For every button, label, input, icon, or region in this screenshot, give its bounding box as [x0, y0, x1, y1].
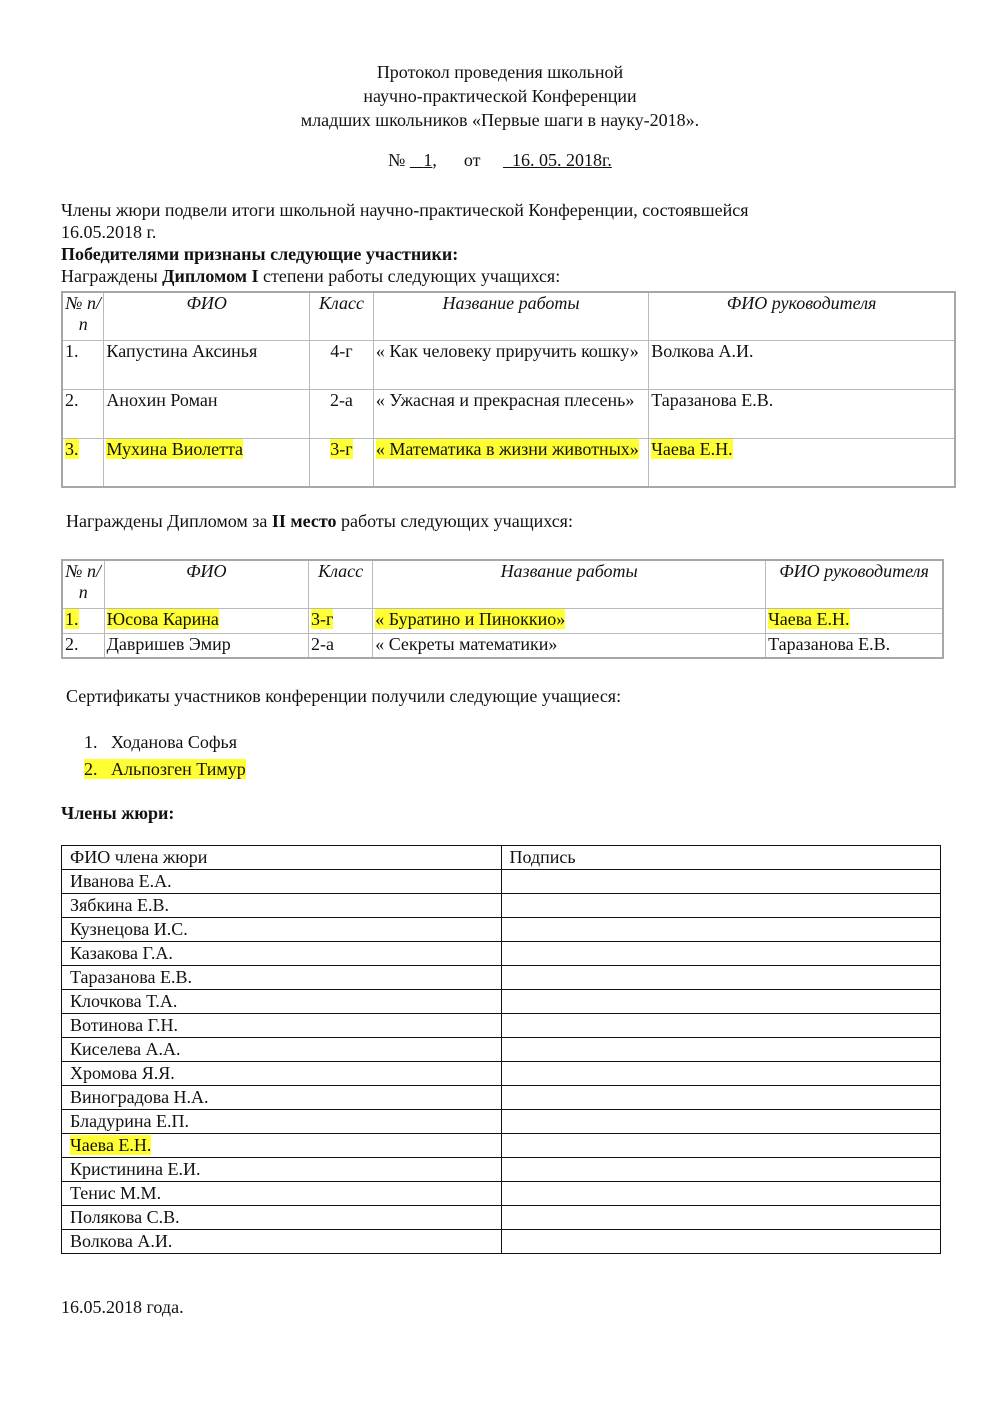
jury-member-name: Иванова Е.А.	[62, 870, 502, 894]
table-row	[62, 966, 941, 990]
intro-paragraph	[61, 199, 941, 287]
row-work: « Ужасная и прекрасная плесень»	[373, 389, 648, 438]
jury-member-name: Таразанова Е.В.	[62, 966, 502, 990]
jury-signature-cell	[501, 1182, 940, 1206]
jury-signature-cell	[501, 1206, 940, 1230]
title-line-2: научно-практической Конференции	[363, 86, 637, 106]
footer-date: 16.05.2018 года.	[61, 1297, 184, 1317]
jury-header-row	[62, 846, 941, 870]
table-row	[62, 1086, 941, 1110]
row-fio: Анохин Роман	[104, 389, 310, 438]
row-class: 3-г	[309, 608, 373, 633]
row-fio: Мухина Виолетта	[104, 438, 310, 487]
jury-member-name: Кузнецова И.С.	[62, 918, 502, 942]
row-num: 2.	[62, 633, 104, 658]
table-row	[62, 608, 943, 633]
protocol-date: 16. 05. 2018г.	[511, 150, 612, 170]
table-row	[62, 894, 941, 918]
table-row	[62, 1134, 941, 1158]
header-num: № п/п	[62, 560, 104, 608]
number-sign: №	[388, 150, 406, 170]
jury-signature-cell	[501, 1134, 940, 1158]
header-class: Класс	[309, 560, 373, 608]
row-class: 2-а	[309, 389, 373, 438]
jury-signature-cell	[501, 870, 940, 894]
jury-signature-cell	[501, 1038, 940, 1062]
table-row	[62, 1182, 941, 1206]
table-row	[62, 389, 955, 438]
table-row	[62, 1110, 941, 1134]
jury-signature-cell	[501, 894, 940, 918]
row-leader: Таразанова Е.В.	[649, 389, 955, 438]
title-line-3: младших школьников «Первые шаги в науку-2018».	[300, 110, 700, 130]
row-leader: Чаева Е.Н.	[766, 608, 943, 633]
row-fio: Капустина Аксинья	[104, 340, 310, 389]
row-leader: Таразанова Е.В.	[766, 633, 943, 658]
row-num: 3.	[62, 438, 104, 487]
jury-signature-cell	[501, 966, 940, 990]
table-row	[62, 918, 941, 942]
row-fio: Юсова Карина	[104, 608, 308, 633]
row-class: 3-г	[309, 438, 373, 487]
row-work: « Секреты математики»	[373, 633, 766, 658]
table-row	[62, 1062, 941, 1086]
jury-signature-cell	[501, 1014, 940, 1038]
winners-heading: Победителями признаны следующие участники:	[61, 244, 459, 264]
diploma2-header-row	[62, 560, 943, 608]
jury-member-name: Кристинина Е.И.	[62, 1158, 502, 1182]
row-leader: Чаева Е.Н.	[649, 438, 955, 487]
row-num: 1.	[62, 340, 104, 389]
jury-member-name: Зябкина Е.В.	[62, 894, 502, 918]
table-row	[62, 870, 941, 894]
jury-signature-cell	[501, 1110, 940, 1134]
table-row	[62, 1014, 941, 1038]
jury-member-name: Хромова Я.Я.	[62, 1062, 502, 1086]
protocol-number-line: № 1, от 16. 05. 2018г.	[388, 150, 612, 170]
protocol-number: 1	[423, 150, 433, 170]
jury-signature-cell	[501, 1062, 940, 1086]
jury-member-name: Вотинова Г.Н.	[62, 1014, 502, 1038]
jury-member-name: Волкова А.И.	[62, 1230, 502, 1254]
header-fio: ФИО	[104, 292, 310, 340]
jury-member-name: Бладурина Е.П.	[62, 1110, 502, 1134]
jury-member-name: Казакова Г.А.	[62, 942, 502, 966]
table-row	[62, 1206, 941, 1230]
table-row	[62, 990, 941, 1014]
jury-signature-cell	[501, 1158, 940, 1182]
jury-heading: Члены жюри:	[61, 803, 175, 823]
header-work: Название работы	[373, 292, 648, 340]
diploma2-table	[61, 559, 944, 659]
jury-signature-cell	[501, 1086, 940, 1110]
list-item: 2. Альпозген Тимур	[84, 759, 246, 779]
table-row	[62, 1038, 941, 1062]
jury-signature-cell	[501, 990, 940, 1014]
diploma1-header-row	[62, 292, 955, 340]
row-class: 2-а	[309, 633, 373, 658]
certificates-heading: Сертификаты участников конференции получили следующие учащиеся:	[66, 686, 622, 706]
intro-line-2: 16.05.2018 г.	[61, 222, 157, 242]
diploma2-heading: Награждены Дипломом за II место работы следующих учащихся:	[66, 511, 573, 531]
jury-member-name: Полякова С.В.	[62, 1206, 502, 1230]
certificates-list	[84, 729, 246, 783]
jury-signature-cell	[501, 918, 940, 942]
row-fio: Давришев Эмир	[104, 633, 308, 658]
jury-member-name: Тенис М.М.	[62, 1182, 502, 1206]
table-row	[62, 1230, 941, 1254]
title-line-1: Протокол проведения школьной	[376, 62, 624, 82]
jury-col-fio: ФИО члена жюри	[62, 846, 502, 870]
header-fio: ФИО	[104, 560, 308, 608]
table-row	[62, 942, 941, 966]
document-title	[0, 60, 1000, 132]
row-num: 1.	[62, 608, 104, 633]
jury-member-name: Клочкова Т.А.	[62, 990, 502, 1014]
header-class: Класс	[309, 292, 373, 340]
header-work: Название работы	[373, 560, 766, 608]
row-work: « Буратино и Пиноккио»	[373, 608, 766, 633]
header-num: № п/п	[62, 292, 104, 340]
jury-signature-cell	[501, 942, 940, 966]
header-leader: ФИО руководителя	[649, 292, 955, 340]
jury-table	[61, 845, 941, 1254]
jury-member-name: Чаева Е.Н.	[62, 1134, 502, 1158]
jury-signature-cell	[501, 1230, 940, 1254]
table-row	[62, 340, 955, 389]
row-class: 4-г	[309, 340, 373, 389]
diploma1-heading: Награждены Дипломом I степени работы следующих учащихся:	[61, 266, 561, 286]
row-work: « Как человеку приручить кошку»	[373, 340, 648, 389]
intro-line-1: Члены жюри подвели итоги школьной научно-практической Конференции, состоявшейся	[61, 200, 749, 220]
header-leader: ФИО руководителя	[766, 560, 943, 608]
list-item: 1. Ходанова Софья	[84, 732, 238, 752]
jury-member-name: Киселева А.А.	[62, 1038, 502, 1062]
row-work: « Математика в жизни животных»	[373, 438, 648, 487]
row-leader: Волкова А.И.	[649, 340, 955, 389]
jury-col-sign: Подпись	[501, 846, 940, 870]
diploma1-table	[61, 291, 956, 488]
row-num: 2.	[62, 389, 104, 438]
from-label: от	[463, 150, 481, 170]
table-row	[62, 633, 943, 658]
jury-member-name: Виноградова Н.А.	[62, 1086, 502, 1110]
table-row	[62, 1158, 941, 1182]
table-row	[62, 438, 955, 487]
